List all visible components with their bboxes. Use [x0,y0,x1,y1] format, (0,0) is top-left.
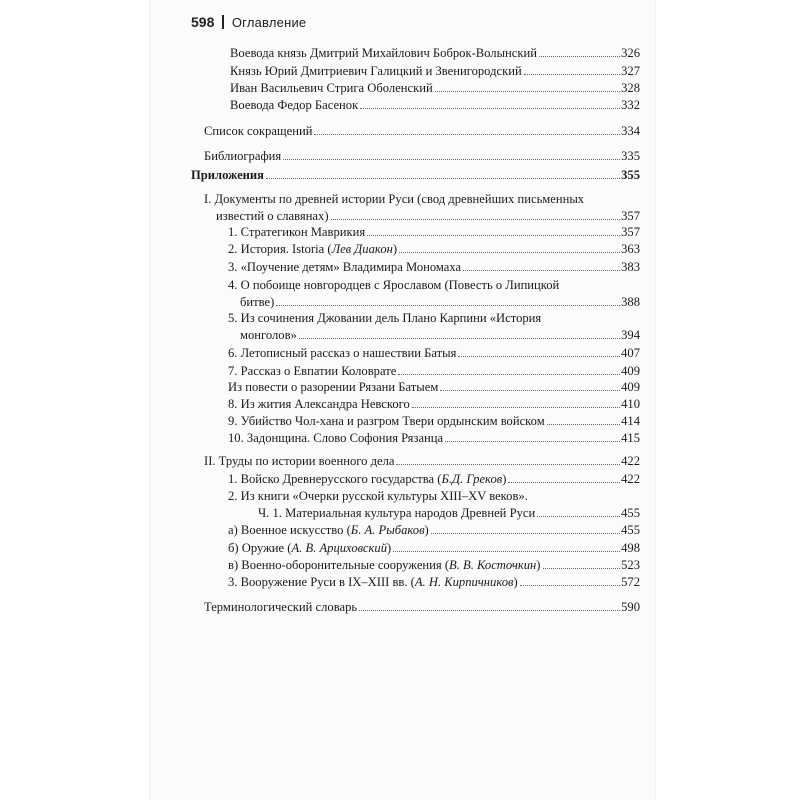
toc-entry [230,98,640,112]
toc-entry [228,225,640,239]
toc-entry-title: Воевода князь Дмитрий Михайлович Боброк-Волынский [230,46,537,60]
toc-title-close: ) [513,575,518,589]
toc-entry-page: 422 [621,472,640,486]
toc-entry-title: Терминологический словарь [204,600,358,614]
toc-entry-title-line2: битве) [240,295,275,309]
toc-entry-title: 1. Стратегикон Маврикия [228,225,366,239]
dot-leader [331,209,621,220]
toc-entry-title-line2: Ч. 1. Материальная культура народов Древней Руси [258,506,536,520]
dot-leader [435,81,620,92]
toc-title-text: б) Оружие ( [228,541,292,555]
toc-entry-page: 523 [621,558,640,572]
dot-leader [412,397,620,408]
toc-entry [228,397,640,411]
toc-entry [228,346,640,360]
toc-entry-page: 414 [621,414,640,428]
toc-author: А. В. Арциховский [291,541,387,555]
toc-entry [228,260,640,274]
toc-entry-page: 326 [621,46,640,60]
dot-leader [367,225,620,236]
dot-leader [299,328,620,339]
toc-entry-page: 498 [621,541,640,555]
toc-author: Лев Диакон [331,242,393,256]
toc-entry-title-line2: известий о славянах) [216,209,329,223]
toc-entry-title: Список сокращений [204,124,313,138]
toc-entry-title: 9. Убийство Чол-хана и разгром Твери ордынским войском [228,414,545,428]
toc-entry-title: Князь Юрий Дмитриевич Галицкий и Звенигородский [230,64,522,78]
dot-leader [314,124,620,135]
toc-entry-page: 409 [621,364,640,378]
dot-leader [463,260,620,271]
toc-title-text: в) Военно-оборонительные сооружения ( [228,558,450,572]
toc-entry-page: 409 [621,380,640,394]
dot-leader [543,558,621,569]
toc-entry-title: Из повести о разорении Рязани Батыем [228,380,439,394]
toc-entry [228,414,640,428]
toc-entry-title: Приложения [191,168,264,182]
toc-entry-title: Библиография [204,149,282,163]
toc-entry [228,541,640,555]
toc-entry-title-line1: 5. Из сочинения Джовании дель Плано Карпини «История [228,311,542,325]
toc-entry [204,454,640,468]
toc-entry-page: 394 [621,328,640,342]
toc-entry-title: Иван Васильевич Стрига Оболенский [230,81,433,95]
toc-title-close: ) [502,472,507,486]
toc-entry [230,64,640,78]
toc-author: Б.Д. Греков [441,472,503,486]
toc-entry [230,81,640,95]
toc-entry-title-line2: монголов» [240,328,297,342]
toc-entry-title [228,558,541,572]
toc-entry-title-line1: 2. Из книги «Очерки русской культуры XIII–XV веков». [228,489,528,503]
toc-entry [204,192,640,223]
dot-leader [393,541,620,552]
toc-entry-title: 6. Летописный рассказ о нашествии Батыя [228,346,457,360]
toc-entry-page: 388 [621,295,640,309]
toc-author: В. В. Косточкин [449,558,537,572]
toc-entry-page: 334 [621,124,640,138]
toc-entry-page: 357 [621,225,640,239]
toc-entry-title: 3. «Поучение детям» Владимира Мономаха [228,260,462,274]
toc-title-text: 1. Войско Древнерусского государства ( [228,472,442,486]
toc-entry-title [228,523,429,537]
toc-entry-title [228,242,397,256]
toc-entry [204,124,640,138]
dot-leader [431,523,620,534]
toc-entry-title: 8. Из жития Александра Невского [228,397,410,411]
toc-entry [228,431,640,445]
toc-entry-page: 357 [621,209,640,223]
toc-author: Б. А. Рыбаков [350,523,425,537]
toc-entry-title [228,575,518,589]
toc-entry [228,575,640,589]
dot-leader [445,431,620,442]
toc-entry [204,600,640,614]
toc-section-heading [191,168,640,182]
toc-entry [228,311,640,342]
dot-leader [396,454,620,465]
toc-entry-title [228,472,506,486]
dot-leader [266,168,620,179]
toc-entry-page: 455 [621,506,640,520]
toc-entry-title-line1: I. Документы по древней истории Руси (свод древнейших письменных [204,192,585,206]
toc-entry [228,523,640,537]
dot-leader [520,575,620,586]
toc-entry-page: 328 [621,81,640,95]
toc-entry-page: 572 [621,575,640,589]
toc-entry [204,149,640,163]
toc-entry-page: 410 [621,397,640,411]
toc-entry-title-line1: 4. О побоище новгородцев с Ярославом (Повесть о Липицкой [228,278,560,292]
dot-leader [283,149,620,160]
toc-entry-title [228,541,391,555]
toc-title-close: ) [424,523,429,537]
toc-entry-title: II. Труды по истории военного дела [204,454,395,468]
dot-leader [458,346,620,357]
toc-title-text: а) Военное искусство ( [228,523,351,537]
toc-title-text: 2. История. Istoria ( [228,242,332,256]
toc-entry [228,242,640,256]
toc-entry-title: 10. Задонщина. Слово Софония Рязанца [228,431,444,445]
toc-entry-page: 422 [621,454,640,468]
toc-entry-page: 355 [621,168,640,182]
toc-entry [228,472,640,486]
toc-entry [228,558,640,572]
toc-title-close: ) [392,242,398,256]
toc-entry-page: 335 [621,149,640,163]
toc-entry [230,46,640,60]
dot-leader [276,295,620,306]
toc-entry [228,278,640,309]
toc-author: А. Н. Кирпичников [414,575,514,589]
header-title: Оглавление [231,14,307,30]
toc-entry [228,364,640,378]
dot-leader [359,600,620,611]
toc-entry-title: Воевода Федор Басенок [230,98,359,112]
toc-entry-page: 332 [621,98,640,112]
dot-leader [360,98,620,109]
toc-entry-title: 7. Рассказ о Евпатии Коловрате [228,364,397,378]
toc-title-text: 3. Вооружение Руси в IX–XIII вв. ( [228,575,415,589]
dot-leader [399,242,620,253]
dot-leader [524,64,620,75]
toc-entry-page: 327 [621,64,640,78]
toc-entry-page: 383 [621,260,640,274]
toc-entry [228,380,640,394]
dot-leader [440,380,620,391]
dot-leader [547,414,620,425]
toc-entry-page: 590 [621,600,640,614]
toc-title-close: ) [536,558,541,572]
toc-entry [228,489,640,520]
toc-entry-page: 455 [621,523,640,537]
page-number: 598 [191,14,215,30]
dot-leader [398,364,620,375]
toc-entry-page: 407 [621,346,640,360]
dot-leader [508,472,620,483]
dot-leader [537,506,620,517]
toc-entry-page: 415 [621,431,640,445]
toc-title-close: ) [387,541,392,555]
toc-entry-page: 363 [621,242,640,256]
dot-leader [539,46,620,57]
